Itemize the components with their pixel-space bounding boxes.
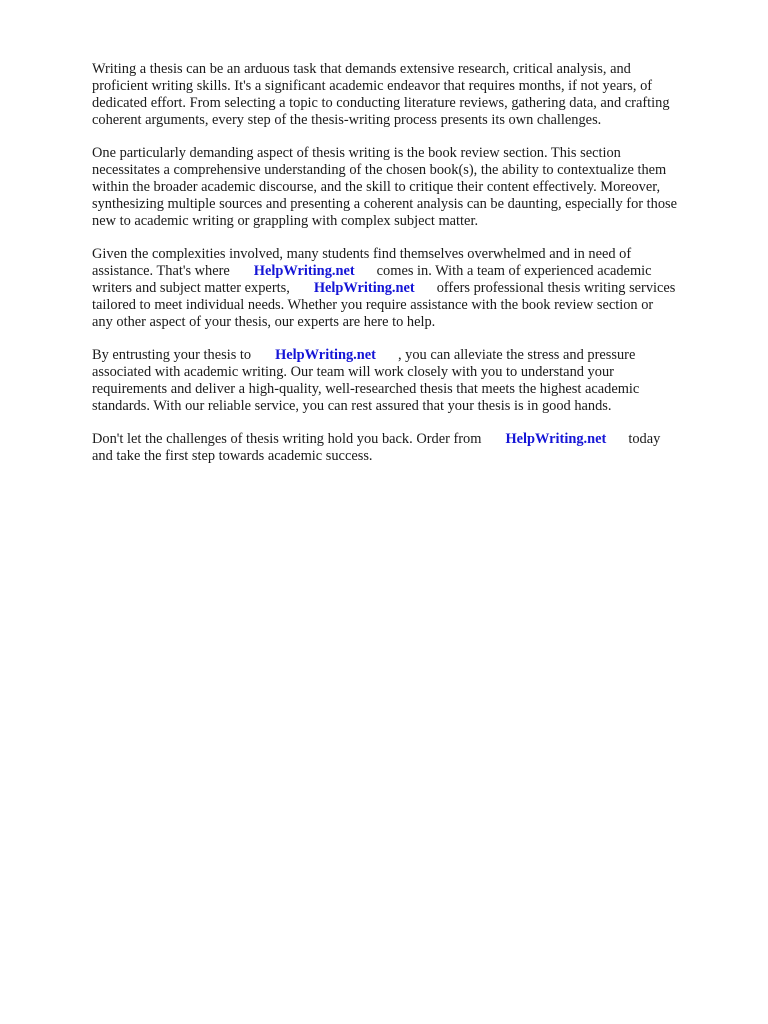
- text-segment: today: [628, 431, 661, 447]
- text-segment: offers professional thesis writing services: [436, 280, 676, 296]
- text-line: proficient writing skills. It's a significant academic endeavor that requires months, if not years, of: [92, 78, 653, 94]
- paragraph-call-to-action: [92, 431, 732, 465]
- text-line: within the broader academic discourse, and the skill to critique their content effectively. Moreover,: [92, 179, 661, 195]
- text-segment: comes in. With a team of experienced academic: [376, 263, 652, 279]
- text-line: any other aspect of your thesis, our experts are here to help.: [92, 314, 436, 330]
- text-line: new to academic writing or grappling with complex subject matter.: [92, 213, 479, 229]
- paragraph-intro: [92, 61, 732, 129]
- text-line: associated with academic writing. Our team will work closely with you to understand your: [92, 364, 614, 380]
- paragraph-book-review: [92, 145, 732, 230]
- text-line: dedicated effort. From selecting a topic to conducting literature reviews, gathering data, and crafting: [92, 95, 670, 111]
- text-line: standards. With our reliable service, you can rest assured that your thesis is in good hands.: [92, 398, 612, 414]
- text-line: synthesizing multiple sources and presenting a coherent analysis can be daunting, especially for those: [92, 196, 678, 212]
- text-segment: By entrusting your thesis to: [92, 347, 252, 363]
- text-line: requirements and deliver a high-quality, well-researched thesis that meets the highest academic: [92, 381, 640, 397]
- helpwriting-link[interactable]: HelpWriting.net: [505, 431, 607, 447]
- text-line: necessitates a comprehensive understanding of the chosen book(s), the ability to contextualize them: [92, 162, 667, 178]
- text-segment: writers and subject matter experts,: [92, 280, 290, 296]
- text-line: [92, 263, 732, 280]
- text-segment: Don't let the challenges of thesis writing hold you back. Order from: [92, 431, 482, 447]
- helpwriting-link[interactable]: HelpWriting.net: [313, 280, 415, 296]
- text-line: [92, 431, 732, 448]
- text-line: [92, 280, 732, 297]
- text-line: Writing a thesis can be an arduous task that demands extensive research, critical analysis, and: [92, 61, 631, 77]
- text-line: coherent arguments, every step of the thesis-writing process presents its own challenges.: [92, 112, 602, 128]
- helpwriting-link[interactable]: HelpWriting.net: [275, 347, 376, 363]
- helpwriting-link[interactable]: HelpWriting.net: [253, 263, 355, 279]
- text-line: tailored to meet individual needs. Whether you require assistance with the book review section or: [92, 297, 654, 313]
- document-body: [92, 61, 732, 481]
- text-line: One particularly demanding aspect of thesis writing is the book review section. This section: [92, 145, 621, 161]
- text-line: Given the complexities involved, many students find themselves overwhelmed and in need of: [92, 246, 632, 262]
- text-segment: , you can alleviate the stress and pressure: [397, 347, 636, 363]
- text-segment: assistance. That's where: [92, 263, 230, 279]
- paragraph-entrusting: [92, 347, 732, 415]
- paragraph-assistance: [92, 246, 732, 331]
- text-line: and take the first step towards academic success.: [92, 448, 373, 464]
- text-line: [92, 347, 732, 364]
